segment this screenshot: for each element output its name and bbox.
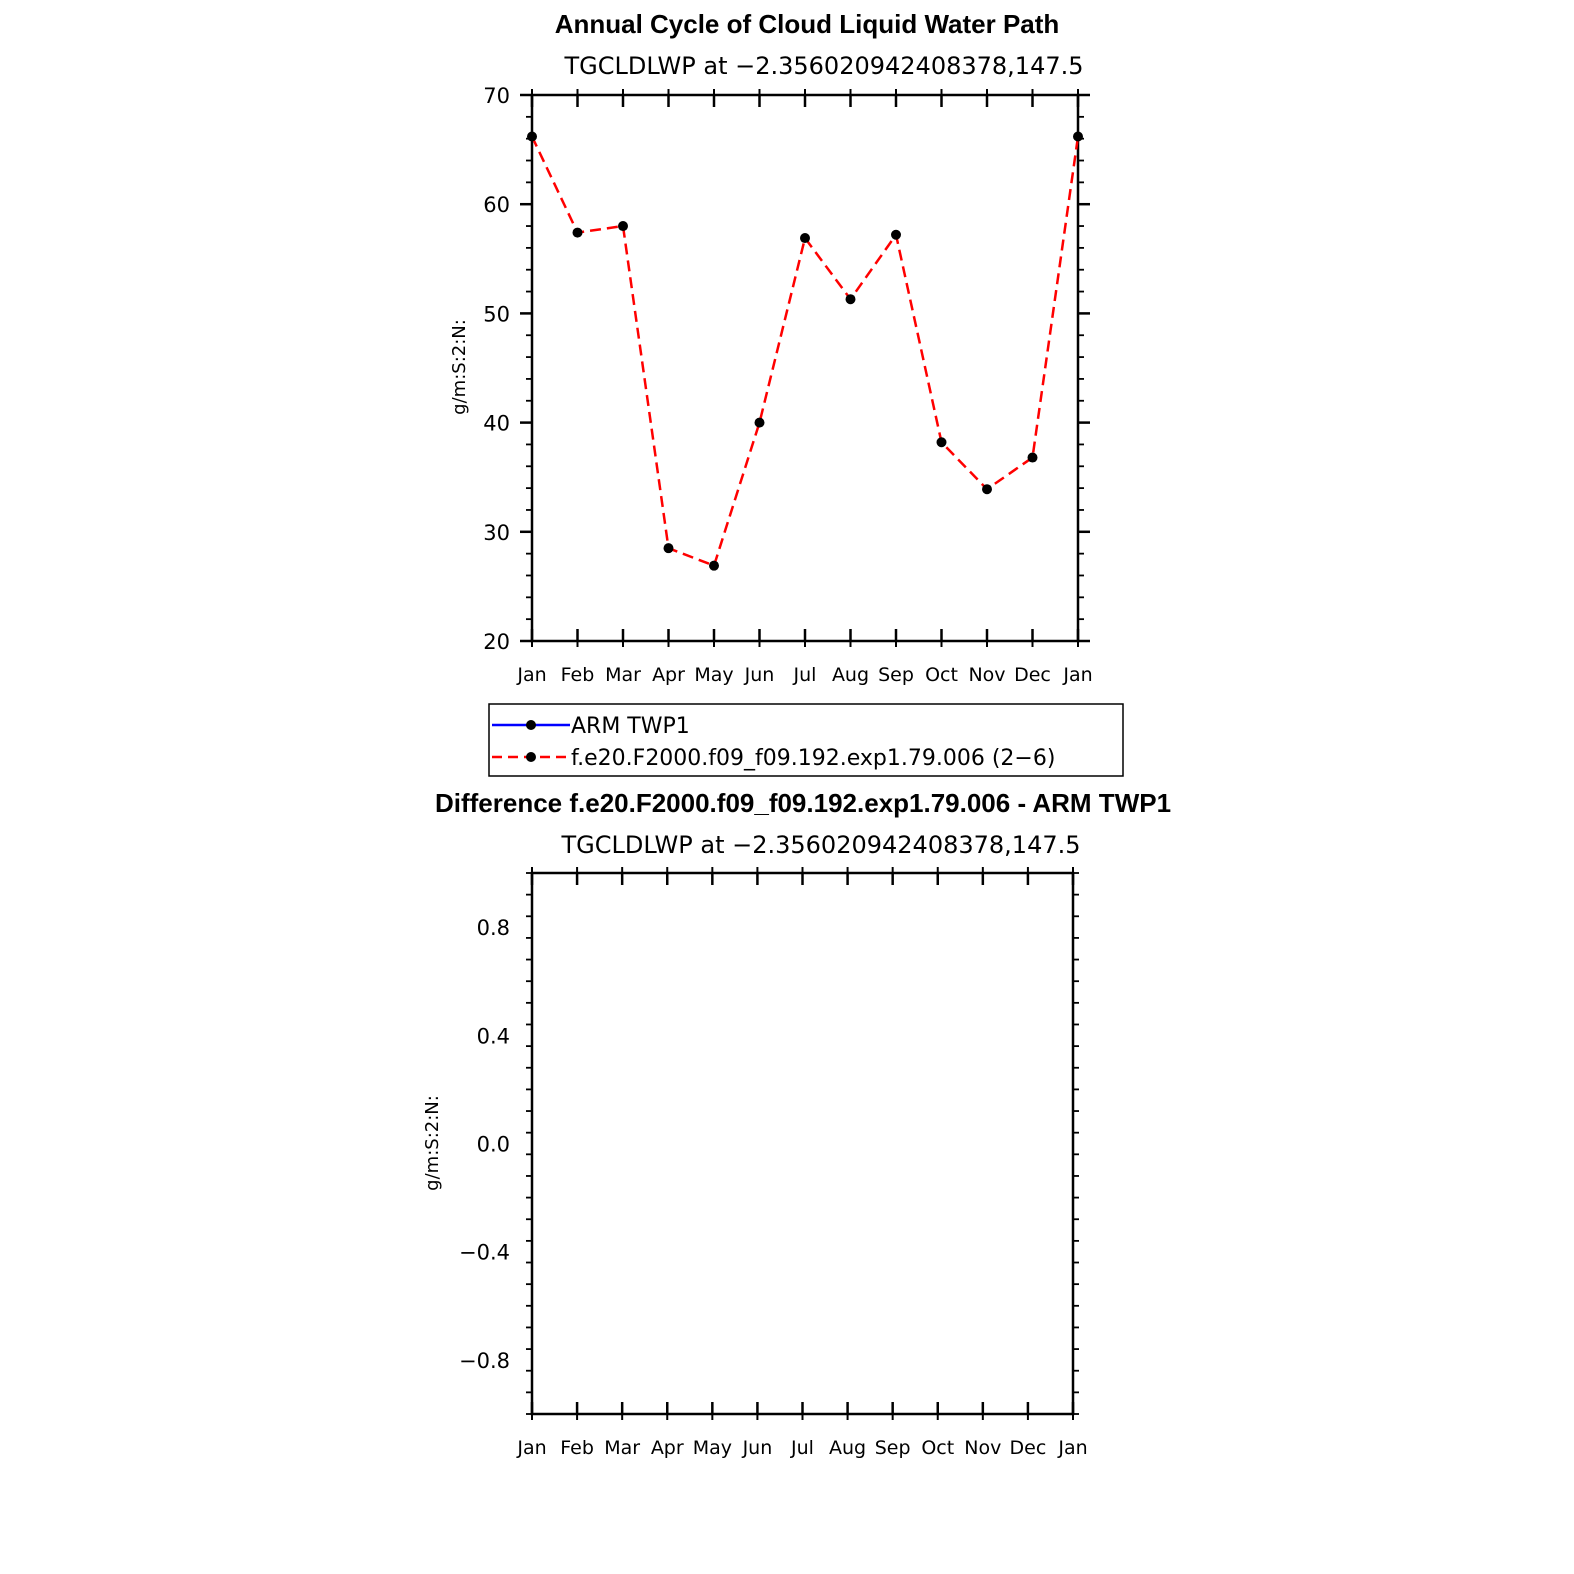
chart2-ytick-label: 0.4	[476, 1024, 510, 1049]
chart2-xtick-label: Sep	[874, 1437, 911, 1459]
chart1-point	[664, 543, 674, 553]
chart1-xtick-label: Jul	[793, 664, 817, 686]
chart1-point	[618, 221, 628, 231]
legend-marker-obs	[526, 720, 536, 730]
chart2-xtick-label: Apr	[650, 1437, 684, 1459]
chart1-ylabel: g/m:S:2:N:	[449, 319, 470, 415]
chart1-xtick-label: Mar	[605, 664, 641, 686]
chart2-xtick-label: Oct	[921, 1437, 955, 1459]
chart2-xtick-label: Aug	[829, 1437, 867, 1459]
chart1-ytick-label: 30	[483, 520, 510, 545]
chart1-ytick-label: 40	[483, 411, 510, 436]
chart2-xtick-label: May	[692, 1437, 732, 1459]
chart1-point	[1028, 453, 1038, 463]
chart1-xtick-label: Feb	[560, 664, 595, 686]
chart1-xtick-label: Apr	[652, 664, 685, 686]
legend-label-model: f.e20.F2000.f09_f09.192.exp1.79.006 (2−6)	[571, 746, 1056, 771]
chart1-xtick-label: Dec	[1014, 664, 1051, 686]
chart1-point	[982, 484, 992, 494]
chart2-subtitle: TGCLDLWP at −2.356020942408378,147.5	[561, 831, 1081, 859]
chart1-xtick-label: Oct	[925, 664, 958, 686]
chart2-frame	[532, 873, 1073, 1414]
chart1-point	[1073, 131, 1083, 141]
chart2-xtick-label: Jun	[742, 1437, 773, 1459]
chart1-xtick-label: Jun	[744, 664, 775, 686]
chart2-xtick-label: Jan	[517, 1437, 547, 1459]
chart1-series-line	[532, 136, 1078, 565]
chart2-ytick-label: −0.4	[459, 1240, 510, 1265]
chart1-ytick-label: 50	[483, 302, 510, 327]
legend	[489, 704, 1123, 776]
chart1-xtick-label: Jan	[1063, 664, 1093, 686]
legend-marker-model	[526, 752, 536, 762]
chart2-title: Difference f.e20.F2000.f09_f09.192.exp1.79.006 - ARM TWP1	[434, 788, 1172, 818]
chart1-point	[800, 233, 810, 243]
chart2-xtick-label: Jan	[1058, 1437, 1088, 1459]
chart1-xtick-label: Nov	[968, 664, 1006, 686]
chart1-frame	[532, 95, 1078, 641]
chart1-point	[527, 131, 537, 141]
chart2-xtick-label: Dec	[1009, 1437, 1047, 1459]
chart2-xtick-label: Feb	[560, 1437, 594, 1459]
chart1-point	[846, 294, 856, 304]
chart2-ytick-label: 0.0	[476, 1132, 510, 1157]
chart1-point	[709, 561, 719, 571]
chart1-point	[937, 437, 947, 447]
chart2-ytick-label: −0.8	[459, 1348, 510, 1373]
chart2-xtick-label: Mar	[604, 1437, 641, 1459]
chart1-ytick-label: 60	[483, 193, 510, 218]
legend-label-obs: ARM TWP1	[571, 714, 690, 739]
chart1-title: Annual Cycle of Cloud Liquid Water Path	[554, 9, 1060, 39]
chart1-ytick-label: 70	[483, 84, 510, 108]
chart1-xtick-label: Jan	[517, 664, 547, 686]
chart1-point	[755, 418, 765, 428]
chart2-ylabel: g/m:S:2:N:	[422, 1095, 443, 1191]
chart1-ytick-label: 20	[483, 630, 510, 654]
chart2-xtick-label: Nov	[964, 1437, 1002, 1459]
chart2-xtick-label: Jul	[791, 1437, 814, 1459]
chart1-point	[573, 228, 583, 238]
chart1-subtitle: TGCLDLWP at −2.356020942408378,147.5	[564, 52, 1084, 80]
chart1-xtick-label: Aug	[831, 664, 870, 686]
chart1-xtick-label: Sep	[878, 664, 914, 686]
chart1-point	[891, 230, 901, 240]
chart2-plot	[459, 867, 1088, 1459]
chart1-plot	[483, 84, 1092, 686]
chart1-xtick-label: May	[694, 664, 734, 686]
chart2-ytick-label: 0.8	[476, 916, 510, 941]
